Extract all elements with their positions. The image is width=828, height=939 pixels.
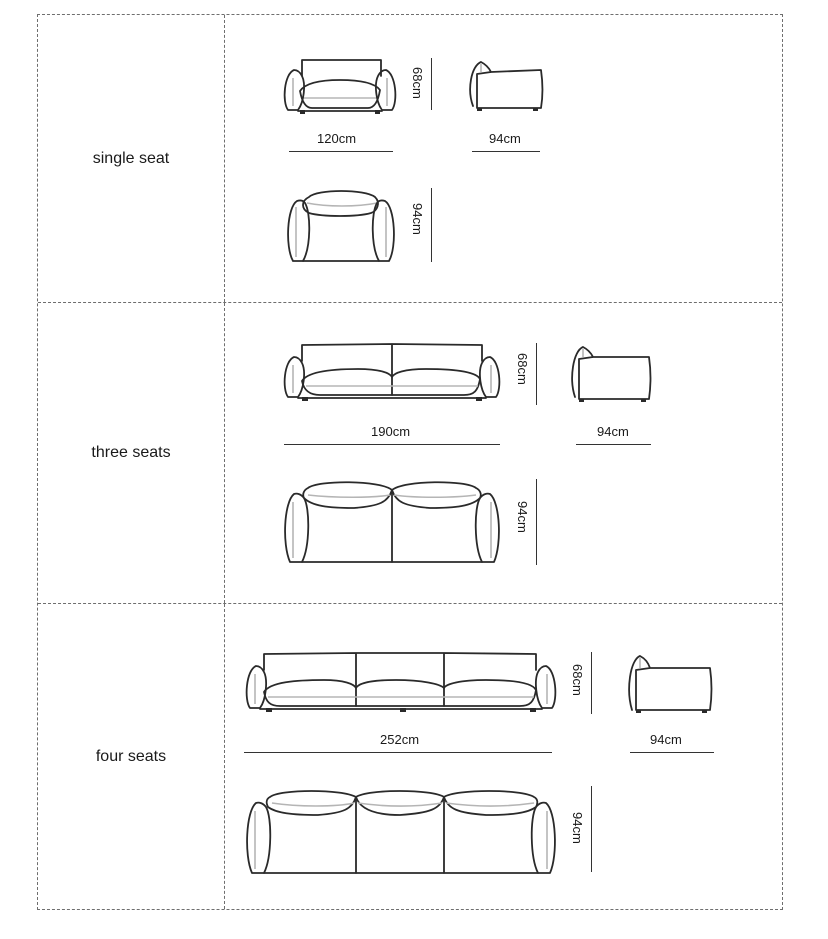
width-dimension-line xyxy=(289,151,393,152)
top-depth-label: 94cm xyxy=(410,203,425,235)
depth-dimension-line xyxy=(536,479,537,565)
top-depth-label: 94cm xyxy=(570,812,585,844)
width-dimension-line xyxy=(244,752,552,753)
height-dimension-line xyxy=(591,652,592,714)
drawing-cell xyxy=(225,15,782,302)
side-depth-label: 94cm xyxy=(489,131,521,146)
sofa-top-view-icon xyxy=(287,187,395,265)
sofa-top-view-icon xyxy=(246,787,556,877)
depth-dimension-line xyxy=(591,786,592,872)
front-width-label: 252cm xyxy=(380,732,420,747)
label-cell xyxy=(38,604,225,909)
sofa-front-view-icon xyxy=(246,652,556,716)
drawing-cell xyxy=(225,604,782,909)
front-height-label: 68cm xyxy=(410,67,425,99)
front-height-label: 68cm xyxy=(515,353,530,385)
sofa-side-view-icon xyxy=(626,654,712,716)
width-dimension-line xyxy=(284,444,500,445)
sofa-front-view-icon xyxy=(284,58,396,116)
sofa-side-view-icon xyxy=(569,345,651,405)
depth-dimension-line xyxy=(576,444,651,445)
depth-dimension-line xyxy=(431,188,432,262)
depth-dimension-line xyxy=(472,151,540,152)
row-label: four seats xyxy=(95,747,167,765)
height-dimension-line xyxy=(536,343,537,405)
drawing-cell xyxy=(225,303,782,603)
row-four-seats xyxy=(38,603,782,909)
sofa-side-view-icon xyxy=(467,60,543,115)
height-dimension-line xyxy=(431,58,432,110)
top-depth-label: 94cm xyxy=(515,501,530,533)
sofa-dimension-sheet xyxy=(37,14,783,910)
row-label: single seat xyxy=(92,149,170,167)
sofa-top-view-icon xyxy=(284,478,500,566)
front-height-label: 68cm xyxy=(570,664,585,696)
row-three-seats xyxy=(38,302,782,603)
front-width-label: 190cm xyxy=(371,424,411,439)
label-cell xyxy=(38,303,225,603)
depth-dimension-line xyxy=(630,752,714,753)
side-depth-label: 94cm xyxy=(650,732,682,747)
label-cell xyxy=(38,15,225,302)
row-single-seat xyxy=(38,15,782,302)
sofa-front-view-icon xyxy=(284,343,500,405)
row-label: three seats xyxy=(91,444,171,461)
front-width-label: 120cm xyxy=(317,131,357,146)
side-depth-label: 94cm xyxy=(597,424,629,439)
